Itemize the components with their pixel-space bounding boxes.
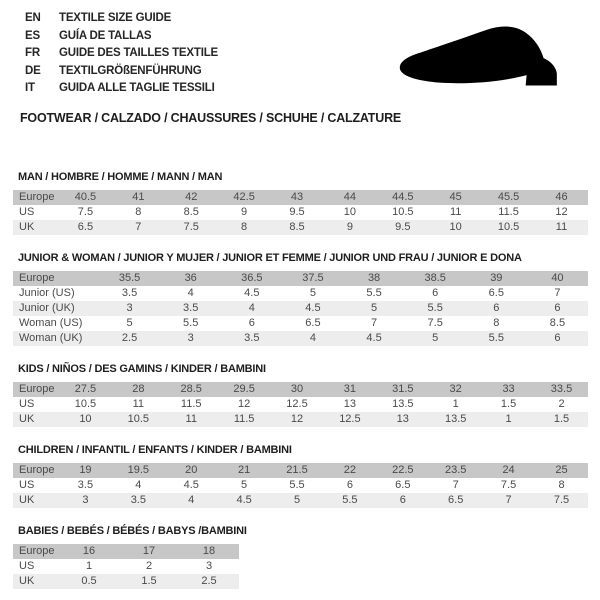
size-value: 3 — [179, 559, 239, 574]
row-label: Junior (US) — [13, 286, 99, 301]
size-value: 9 — [218, 205, 271, 220]
size-value: 42 — [165, 190, 218, 205]
size-value: 13.5 — [376, 397, 429, 412]
size-value: 10 — [59, 412, 112, 427]
size-value: 7 — [112, 220, 165, 235]
size-value: 5 — [405, 331, 466, 346]
language-code: EN — [25, 12, 41, 24]
section-title: KIDS / NIÑOS / DES GAMINS / KINDER / BAMBINI — [18, 362, 266, 375]
size-value: 36.5 — [221, 271, 282, 286]
table-row — [13, 574, 239, 589]
size-value: 22 — [323, 463, 376, 478]
size-value: 13 — [323, 397, 376, 412]
size-value: 5.5 — [271, 478, 324, 493]
size-value: 6.5 — [466, 286, 527, 301]
size-value: 6.5 — [429, 493, 482, 508]
size-value: 13.5 — [429, 412, 482, 427]
size-value: 5.5 — [323, 493, 376, 508]
size-value: 11 — [112, 397, 165, 412]
row-label: UK — [13, 412, 59, 427]
language-guide-name: GUÍA DE TALLAS — [59, 29, 152, 42]
size-value: 9 — [323, 220, 376, 235]
table-row — [13, 559, 239, 574]
size-value: 20 — [165, 463, 218, 478]
size-value: 8.5 — [165, 205, 218, 220]
size-value: 4 — [282, 331, 343, 346]
size-value: 3 — [160, 331, 221, 346]
size-value: 4.5 — [344, 331, 405, 346]
language-row — [25, 10, 600, 28]
size-value: 45.5 — [482, 190, 535, 205]
size-value: 16 — [59, 544, 119, 559]
section-title: JUNIOR & WOMAN / JUNIOR Y MUJER / JUNIOR ET FEMME / JUNIOR UND FRAU / JUNIOR E DONA — [18, 251, 522, 264]
size-value: 3 — [99, 301, 160, 316]
size-value: 43 — [271, 190, 324, 205]
size-value: 4 — [221, 301, 282, 316]
size-table — [13, 463, 588, 508]
language-guide-name: TEXTILGRÖßENFÜHRUNG — [59, 64, 202, 77]
size-value: 11 — [429, 205, 482, 220]
size-value: 5 — [282, 286, 343, 301]
size-value: 6 — [323, 478, 376, 493]
size-value: 2 — [535, 397, 588, 412]
size-value: 5.5 — [344, 286, 405, 301]
size-value: 10.5 — [112, 412, 165, 427]
size-value: 6.5 — [59, 220, 112, 235]
size-value: 10.5 — [482, 220, 535, 235]
table-row — [13, 286, 588, 301]
size-value: 8 — [466, 316, 527, 331]
size-value: 12 — [218, 397, 271, 412]
size-value: 4 — [165, 493, 218, 508]
size-section — [13, 444, 588, 508]
size-value: 7.5 — [165, 220, 218, 235]
size-value: 5.5 — [466, 331, 527, 346]
size-value: 1 — [482, 412, 535, 427]
row-label: Woman (US) — [13, 316, 99, 331]
row-label: US — [13, 397, 59, 412]
size-value: 38.5 — [405, 271, 466, 286]
size-value: 7.5 — [482, 478, 535, 493]
size-value: 11.5 — [482, 205, 535, 220]
size-table — [13, 544, 239, 589]
language-code: FR — [25, 47, 40, 59]
table-row — [13, 463, 588, 478]
size-value: 4 — [112, 478, 165, 493]
size-section — [13, 252, 588, 346]
size-value: 6.5 — [282, 316, 343, 331]
size-value: 11 — [535, 220, 588, 235]
row-label: Europe — [13, 463, 59, 478]
size-value: 33 — [482, 382, 535, 397]
table-row — [13, 478, 588, 493]
size-value: 40 — [527, 271, 588, 286]
size-value: 12 — [535, 205, 588, 220]
size-table — [13, 190, 588, 235]
size-value: 11.5 — [165, 397, 218, 412]
size-value: 5 — [271, 493, 324, 508]
size-value: 19 — [59, 463, 112, 478]
category-title: FOOTWEAR / CALZADO / CHAUSSURES / SCHUHE / CALZATURE — [20, 110, 402, 125]
size-value: 10.5 — [376, 205, 429, 220]
size-value: 10.5 — [59, 397, 112, 412]
size-value: 10 — [429, 220, 482, 235]
size-value: 7.5 — [535, 493, 588, 508]
size-value: 12.5 — [323, 412, 376, 427]
size-value: 17 — [119, 544, 179, 559]
size-value: 12 — [271, 412, 324, 427]
size-value: 29.5 — [218, 382, 271, 397]
language-guide-name: TEXTILE SIZE GUIDE — [59, 12, 172, 24]
size-value: 28.5 — [165, 382, 218, 397]
size-value: 36 — [160, 271, 221, 286]
size-value: 3.5 — [99, 286, 160, 301]
size-table — [13, 382, 588, 427]
row-label: Europe — [13, 382, 59, 397]
size-section — [13, 171, 588, 235]
size-value: 8 — [535, 478, 588, 493]
section-title: BABIES / BEBÉS / BÉBÉS / BABYS /BAMBINI — [18, 524, 247, 537]
row-label: US — [13, 559, 59, 574]
table-row — [13, 271, 588, 286]
size-value: 1.5 — [535, 412, 588, 427]
size-value: 39 — [466, 271, 527, 286]
language-code: IT — [25, 82, 35, 94]
language-guide-name: GUIDA ALLE TAGLIE TESSILI — [59, 82, 215, 94]
table-row — [13, 316, 588, 331]
table-row — [13, 220, 588, 235]
size-value: 31 — [323, 382, 376, 397]
size-value: 6 — [466, 301, 527, 316]
size-value: 31.5 — [376, 382, 429, 397]
size-value: 4.5 — [165, 478, 218, 493]
size-section — [13, 525, 588, 589]
size-value: 1 — [59, 559, 119, 574]
size-value: 25 — [535, 463, 588, 478]
size-value: 4.5 — [221, 286, 282, 301]
size-value: 30 — [271, 382, 324, 397]
size-value: 45 — [429, 190, 482, 205]
size-value: 38 — [344, 271, 405, 286]
size-value: 7 — [527, 286, 588, 301]
size-value: 32 — [429, 382, 482, 397]
size-value: 11 — [165, 412, 218, 427]
size-value: 4 — [160, 286, 221, 301]
size-value: 9.5 — [376, 220, 429, 235]
language-guide-name: GUIDE DES TAILLES TEXTILE — [59, 47, 218, 59]
size-value: 5 — [99, 316, 160, 331]
size-value: 6 — [376, 493, 429, 508]
size-value: 5 — [344, 301, 405, 316]
shoe-icon — [396, 26, 576, 94]
size-tables — [13, 171, 588, 589]
size-value: 7 — [429, 478, 482, 493]
size-value: 44.5 — [376, 190, 429, 205]
table-row — [13, 205, 588, 220]
size-value: 6 — [221, 316, 282, 331]
size-value: 7 — [344, 316, 405, 331]
size-value: 23.5 — [429, 463, 482, 478]
size-value: 3.5 — [59, 478, 112, 493]
size-value: 8.5 — [271, 220, 324, 235]
row-label: Junior (UK) — [13, 301, 99, 316]
table-row — [13, 301, 588, 316]
size-value: 8.5 — [527, 316, 588, 331]
size-value: 42.5 — [218, 190, 271, 205]
size-value: 33.5 — [535, 382, 588, 397]
size-value: 8 — [112, 205, 165, 220]
size-value: 1.5 — [119, 574, 179, 589]
size-value: 5 — [218, 478, 271, 493]
size-value: 6 — [405, 286, 466, 301]
row-label: US — [13, 205, 59, 220]
section-title: CHILDREN / INFANTIL / ENFANTS / KINDER / BAMBINI — [18, 443, 292, 456]
table-row — [13, 412, 588, 427]
row-label: UK — [13, 220, 59, 235]
language-code: DE — [25, 64, 41, 77]
size-value: 21.5 — [271, 463, 324, 478]
header — [0, 0, 600, 125]
size-value: 3 — [59, 493, 112, 508]
size-value: 10 — [323, 205, 376, 220]
language-code: ES — [25, 29, 40, 42]
size-value: 3.5 — [112, 493, 165, 508]
size-value: 7.5 — [59, 205, 112, 220]
table-row — [13, 190, 588, 205]
size-value: 27.5 — [59, 382, 112, 397]
size-value: 1.5 — [482, 397, 535, 412]
size-value: 40.5 — [59, 190, 112, 205]
section-title: MAN / HOMBRE / HOMME / MANN / MAN — [18, 170, 223, 183]
size-value: 24 — [482, 463, 535, 478]
size-value: 46 — [535, 190, 588, 205]
size-value: 4.5 — [282, 301, 343, 316]
row-label: UK — [13, 493, 59, 508]
size-value: 44 — [323, 190, 376, 205]
size-value: 28 — [112, 382, 165, 397]
size-value: 11.5 — [218, 412, 271, 427]
table-row — [13, 397, 588, 412]
size-value: 37.5 — [282, 271, 343, 286]
size-value: 7.5 — [405, 316, 466, 331]
size-value: 3.5 — [221, 331, 282, 346]
row-label: UK — [13, 574, 59, 589]
table-row — [13, 493, 588, 508]
size-value: 1 — [429, 397, 482, 412]
size-value: 6.5 — [376, 478, 429, 493]
size-value: 2 — [119, 559, 179, 574]
size-value: 7 — [482, 493, 535, 508]
size-value: 6 — [527, 331, 588, 346]
size-value: 5.5 — [160, 316, 221, 331]
size-value: 21 — [218, 463, 271, 478]
table-row — [13, 544, 239, 559]
size-value: 19.5 — [112, 463, 165, 478]
row-label: Woman (UK) — [13, 331, 99, 346]
size-value: 35.5 — [99, 271, 160, 286]
size-table — [13, 271, 588, 346]
size-value: 5.5 — [405, 301, 466, 316]
size-value: 41 — [112, 190, 165, 205]
row-label: US — [13, 478, 59, 493]
size-value: 8 — [218, 220, 271, 235]
size-value: 6 — [527, 301, 588, 316]
size-value: 4.5 — [218, 493, 271, 508]
size-value: 18 — [179, 544, 239, 559]
row-label: Europe — [13, 544, 59, 559]
row-label: Europe — [13, 190, 59, 205]
table-row — [13, 331, 588, 346]
size-value: 12.5 — [271, 397, 324, 412]
table-row — [13, 382, 588, 397]
size-value: 2.5 — [179, 574, 239, 589]
size-value: 22.5 — [376, 463, 429, 478]
size-value: 3.5 — [160, 301, 221, 316]
size-value: 9.5 — [271, 205, 324, 220]
size-value: 13 — [376, 412, 429, 427]
row-label: Europe — [13, 271, 99, 286]
size-section — [13, 363, 588, 427]
size-value: 2.5 — [99, 331, 160, 346]
size-value: 0.5 — [59, 574, 119, 589]
